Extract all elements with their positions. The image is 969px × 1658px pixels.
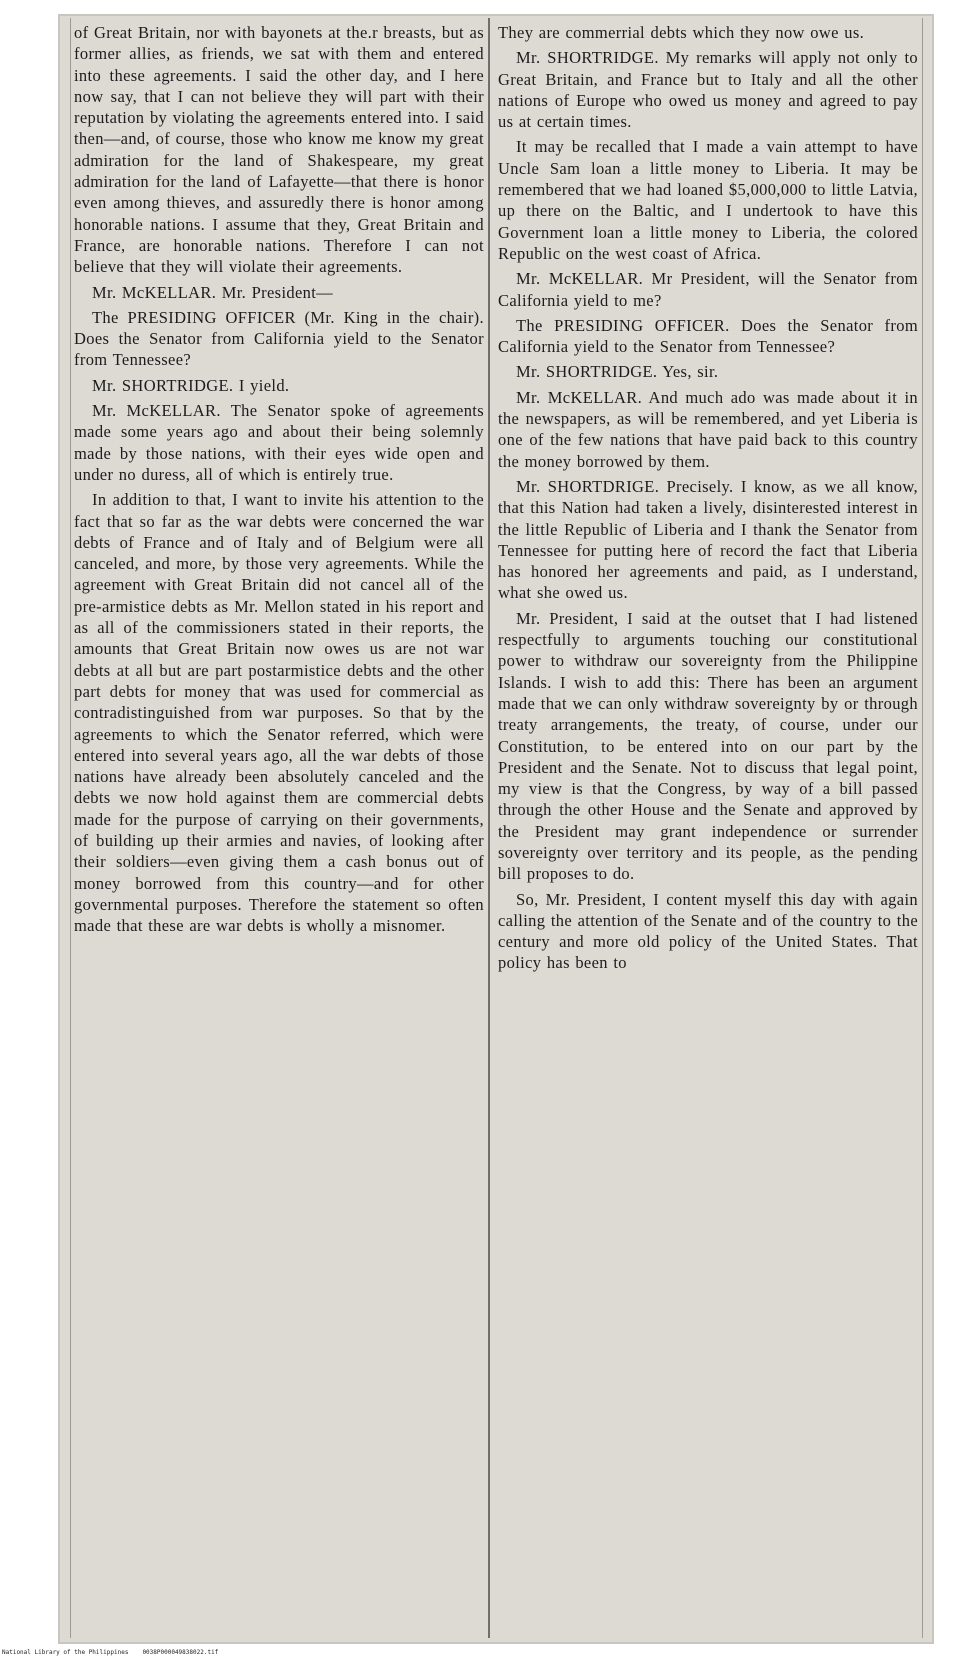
paragraph: In addition to that, I want to invite his attention to the fact that so far as the war debts were concerned the war debts of France and of Italy and of Belgium were all canceled, and more, by those very agreements. While the agreement with Great Britain did not cancel all of the pre-armistice debts as Mr. Mellon stated in his report and as all of the commissioners stated in their reports, the amounts that Great Britain now owes us are not war debts at all but are part postarmistice debts and the other part debts for money that was used for commercial as contradistinguished from war purposes. So that by the agreements to which the Senator referred, which were entered into several years ago, all the war debts of those nations have already been absolutely canceled and the debts we now hold against them are commercial debts made for the purpose of carrying on their governments, of building up their armies and navies, of looking after their soldiers—even giving them a cash bonus out of money borrowed from this country—and for other governmental purposes. Therefore the statement so often made that these are war debts is wholly a misnomer. xyxy=(74,490,484,936)
paragraph: Mr. McKELLAR. The Senator spoke of agreements made some years ago and about their being solemnly made by those nations, with their eyes wide open and under no duress, all of which is entirely true. xyxy=(74,401,484,484)
paragraph: Mr. McKELLAR. Mr President, will the Senator from California yield to me? xyxy=(498,269,918,310)
paragraph: Mr. McKELLAR. And much ado was made about it in the newspapers, as will be remembered, and yet Liberia is one of the few nations that have paid back to this country the money borrowed by them. xyxy=(498,387,918,471)
paragraph: It may be recalled that I made a vain attempt to have Uncle Sam loan a little money to Liberia. It may be remembered that we had loaned $5,000,000 to little Latvia, up there on the Baltic, and I undertook to have this Government loan a little money to Liberia, the colored Republic on the west coast of Africa. xyxy=(498,137,918,263)
right-border xyxy=(922,18,923,1638)
paragraph: Mr. SHORTRIDGE. My remarks will apply not only to Great Britain, and France but to Italy and all the other nations of Europe who owed us money and agreed to pay us at certain times. xyxy=(498,48,918,132)
scan-footer xyxy=(2,1649,232,1656)
paragraph: Mr. SHORTRIDGE. I yield. xyxy=(92,375,290,395)
paragraph: Mr. McKELLAR. Mr. President— xyxy=(92,282,334,302)
left-column xyxy=(74,22,484,1648)
paragraph: Mr. President, I said at the outset that I had listened respectfully to arguments touching our constitutional power to withdraw our sovereignty from the Philippine Islands. I wish to add this: There has been an argument made that we can only withdraw sovereignty by or through treaty arrangements, the treaty, of course, under our Constitution, to be entered into on our part by the President and the Senate. Not to discuss that legal point, my view is that the Congress, by way of a bill passed through the other House and the Senate and approved by the President may grant independence or surrender sovereignty over territory and its people, as the pending bill proposes to do. xyxy=(498,608,918,884)
paragraph: So, Mr. President, I content myself this day with again calling the attention of the Senate and of the country to the century and more old policy of the United States. That policy has been to xyxy=(498,889,918,973)
file-label: 0038P000049838022.tif xyxy=(142,1649,219,1656)
paragraph: Mr. SHORTDRIGE. Precisely. I know, as we all know, that this Nation had taken a lively, disinterested interest in the little Republic of Liberia and I thank the Senator from Tennessee for putting here of record the fact that Liberia has honored her agreements and paid, as I understand, what she owed us. xyxy=(498,476,918,603)
paragraph: The PRESIDING OFFICER (Mr. King in the chair). Does the Senator from California yield to the Senator from Tennessee? xyxy=(74,307,484,370)
right-column xyxy=(498,22,918,1648)
paragraph: Mr. SHORTRIDGE. Yes, sir. xyxy=(516,362,719,382)
paragraph: The PRESIDING OFFICER. Does the Senator from California yield to the Senator from Tennessee? xyxy=(498,315,918,357)
library-label: National Library of the Philippines xyxy=(2,1649,129,1656)
paragraph: They are commerrial debts which they now owe us. xyxy=(498,23,865,42)
paragraph: of Great Britain, nor with bayonets at the.r breasts, but as former allies, as friends, we sat with them and entered into these agreements. I said the other day, and I here now say, that I can not believe they will part with their reputation by violating the agreements entered into. I said then—and, of course, those who know me know my great admiration for the land of Shakespeare, my great admiration for the land of Lafayette—that there is honor even among thieves, and assuredly there is honor among honorable nations. I assume that they, Great Britain and France, are honorable nations. Therefore I can not believe that they will violate their agreements. xyxy=(74,23,484,277)
column-divider xyxy=(488,18,490,1638)
left-border xyxy=(70,18,71,1638)
